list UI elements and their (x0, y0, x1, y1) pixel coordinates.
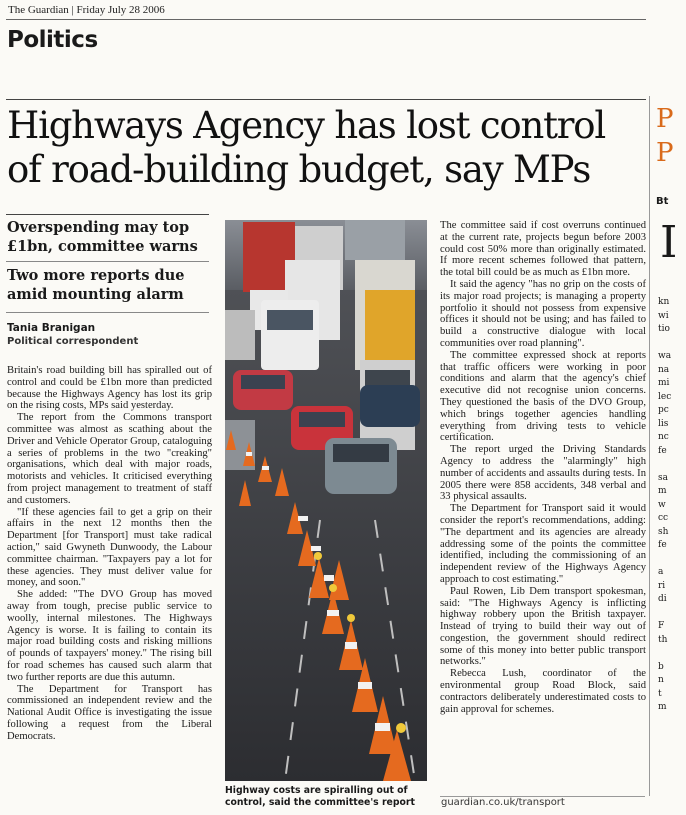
adjacent-word-fragment: wa (658, 351, 672, 361)
paragraph: The committee said if cost overruns continued at the current rate, projects begun before 2003 could cost 50% more than originally estimated. If more recent schemes followed that pattern, the total bill could be as much as £1bn more. (440, 220, 646, 279)
byline-role: Political correspondent (7, 336, 139, 347)
adjacent-word-fragment: fe (658, 445, 667, 456)
adjacent-word-fragment: pc (658, 405, 669, 415)
paragraph: "If these agencies fail to get a grip on their affairs in the next 12 months then the Department [for Transport] must take radical action," said Gwyneth Dunwoody, the Labour committee chairman. "Taxpayers pay a lot for these agencies. They must deliver value for money, and soon." (7, 506, 212, 589)
byline-name: Tania Branigan (7, 322, 96, 334)
adjacent-word-fragment: na (658, 364, 670, 375)
paragraph: Rebecca Lush, coordinator of the environmental group Road Block, said contractors deliberately underestimated costs to gain approval for schemes. (440, 668, 646, 715)
paragraph: Britain's road building bill has spiralled out of control and could be £1bn more than predicted because the Highways Agency has lost its grip on the rising costs, MPs said yesterday. (7, 365, 212, 412)
adjacent-word-fragment: w (658, 499, 666, 510)
adjacent-word-fragment: kn (658, 297, 670, 307)
article-column-2 (440, 220, 646, 715)
adjacent-dropcap: I (660, 217, 678, 268)
section-title: Politics (7, 27, 98, 53)
headline-rule (6, 99, 646, 100)
adjacent-word-fragment: lec (658, 391, 672, 402)
paragraph: Paul Rowen, Lib Dem transport spokesman, said: "The Highways Agency is inflicting highway robbery upon the British taxpayer. Instead of trying to build their way out of congestion, the government should redirect some of this money into better public transport networks." (440, 585, 646, 668)
adjacent-word-fragment: sa (658, 472, 668, 483)
adjacent-word-fragment: sh (658, 526, 669, 537)
adjacent-headline-fragment: P (656, 104, 674, 134)
paragraph: The report from the Commons transport committee was almost as scathing about the Driver and Vehicle Operator Group, cataloguing a series of problems in the two "creaking" organisations, which deal with major roads, motorists and vehicles. It criticised everything from project management to treatment of staff and customers. (7, 412, 212, 506)
adjacent-word-fragment (658, 458, 671, 472)
adjacent-word-fragment: m (658, 702, 667, 712)
standfirst-divider (6, 261, 209, 262)
adjacent-word-fragment: n (658, 675, 664, 685)
standfirst-2: Two more reports due amid mounting alarm (7, 267, 185, 303)
adjacent-word-fragment: tio (658, 324, 670, 334)
standfirst-1: Overspending may top £1bn, committee warns (7, 219, 198, 255)
adjacent-word-fragment: b (658, 661, 664, 672)
adjacent-word-fragment: F (658, 621, 665, 631)
standfirst-rule (6, 214, 209, 215)
adjacent-word-fragment: t (658, 688, 662, 699)
adjacent-word-fragment (658, 553, 671, 567)
article-column-1 (7, 365, 212, 743)
column-divider (649, 96, 650, 796)
paragraph: It said the agency "has no grip on the costs of its major road projects; is managing a property portfolio it should not possess from expensive offices it should not be using; and has failed to build a constructive dialogue with local communities over road planning". (440, 278, 646, 349)
paragraph: She added: "The DVO Group has moved away from tough, precise public service to woolly, internal milestones. The Highways Agency is worse. It is failing to contain its major road building costs and risking millions of pounds of taxpayers' money." The rising bill for road schemes has caused such alarm that two further reports are due this autumn. (7, 589, 212, 683)
adjacent-word-fragment: mi (658, 378, 670, 388)
photo-caption: Highway costs are spiralling out of control, said the committee's report (225, 785, 415, 808)
byline-rule (6, 312, 209, 313)
transport-link[interactable]: guardian.co.uk/transport (441, 797, 565, 808)
adjacent-word-fragment: m (658, 486, 667, 496)
paragraph: The Department for Transport said it would consider the report's recommendations, adding: "The department and its agencies are already addressing some of the points the committee identified, including the commissioning of an independent review of the Highways Agency approach to cost estimating." (440, 503, 646, 585)
masthead: The Guardian | Friday July 28 2006 (8, 4, 165, 16)
adjacent-word-fragment: fe (658, 540, 667, 550)
adjacent-word-fragment: th (658, 634, 668, 645)
adjacent-word-fragment: di (658, 594, 667, 604)
adjacent-headline-fragment: P (656, 138, 674, 168)
adjacent-word-fragment: lis (658, 418, 669, 429)
adjacent-word-fragment: nc (658, 432, 669, 442)
paragraph: The report urged the Driving Standards Agency to address the "alarmingly" high number of accidents and assaults during tests. In 2005 there were 858 accidents, 348 verbal and 33 physical assaults. (440, 444, 646, 503)
adjacent-word-fragment: wi (658, 310, 669, 321)
traffic-photo (225, 220, 427, 781)
masthead-rule (6, 19, 646, 20)
adjacent-text-fragments (658, 296, 671, 715)
paragraph: The committee expressed shock at reports that traffic officers were working in poor conditions and alarm that the agency's chief executive did not recognise union concerns. They questioned the basis of the DVO Group, which brings together agencies handling everything from driving tests to vehicle certification. (440, 349, 646, 444)
paragraph: The Department for Transport has commissioned an independent review and the National Audit Office is investigating the issue following a request from the Liberal Democrats. (7, 683, 212, 742)
adjacent-label-fragment: Bt (656, 196, 669, 207)
adjacent-word-fragment: cc (658, 513, 669, 523)
adjacent-word-fragment (658, 607, 671, 621)
headline: Highways Agency has lost control of road-building budget, say MPs (7, 104, 605, 191)
adjacent-word-fragment: ri (658, 580, 666, 591)
adjacent-word-fragment: a (658, 567, 664, 577)
adjacent-word-fragment (658, 647, 671, 661)
adjacent-word-fragment (658, 337, 671, 351)
